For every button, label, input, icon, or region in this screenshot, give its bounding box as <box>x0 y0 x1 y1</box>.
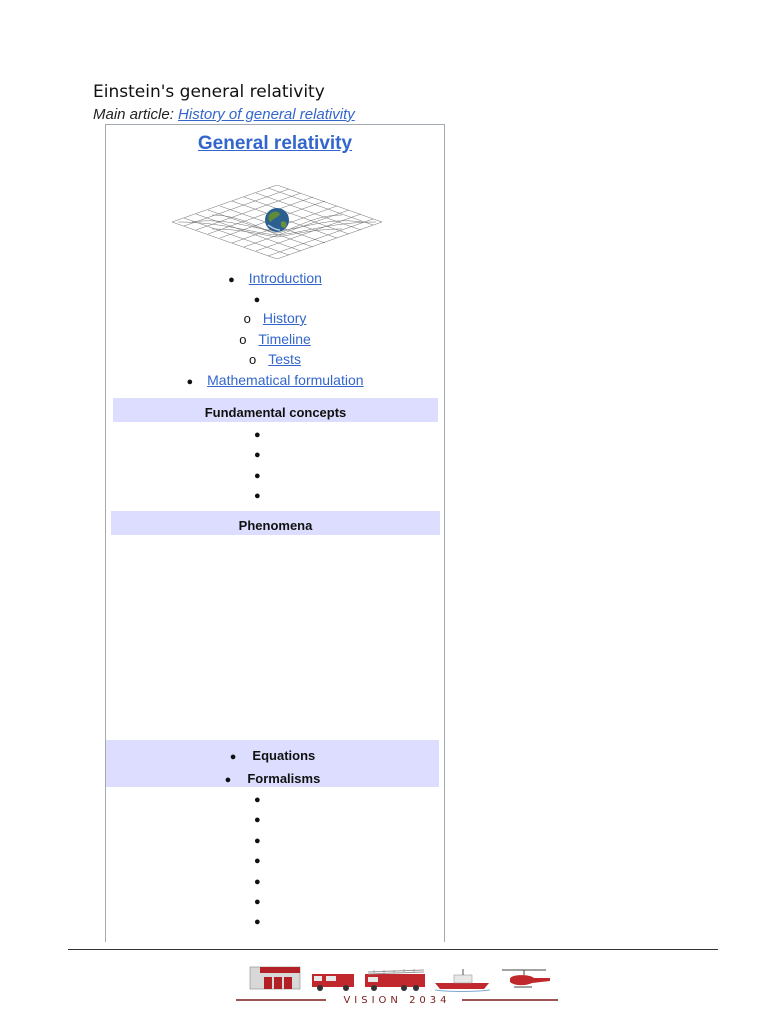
bullet-icon: ● <box>254 876 261 888</box>
bullet-icon: ● <box>253 294 261 306</box>
nav-item-history <box>106 309 444 328</box>
infobox-title-link[interactable]: General relativity <box>197 133 353 154</box>
bullet-icon: ● <box>186 376 194 388</box>
nav-item-timeline <box>106 330 444 349</box>
group-item-formalisms[interactable] <box>106 771 439 788</box>
logo-text: VISION 2034 <box>343 995 451 1006</box>
bullet-icon: ● <box>229 751 237 763</box>
nav-link-tests[interactable]: Tests <box>268 351 301 367</box>
circle-bullet-icon: o <box>249 352 257 367</box>
bullet-icon: ● <box>254 814 261 826</box>
hatnote <box>93 106 355 123</box>
nav-item-math <box>106 371 444 391</box>
bullet-icon: ● <box>254 449 261 461</box>
group-header-phenomena[interactable]: Phenomena <box>111 511 440 535</box>
bullet-icon: ● <box>254 794 261 806</box>
bullet-icon: ● <box>254 429 261 441</box>
nav-item-empty <box>106 289 444 309</box>
spacetime-curvature-earth-icon[interactable] <box>172 185 382 259</box>
bullet-icon: ● <box>254 835 261 847</box>
group-header-equations-formalisms <box>106 740 439 787</box>
infobox-general-relativity <box>105 124 445 942</box>
circle-bullet-icon: o <box>243 311 251 326</box>
group-label-formalisms: Formalisms <box>247 771 321 786</box>
hatnote-prefix: Main article: <box>93 106 179 123</box>
nav-link-introduction[interactable]: Introduction <box>248 270 322 286</box>
hatnote-link-history[interactable]: History of general relativity <box>178 106 355 123</box>
bullet-icon: ● <box>254 896 261 908</box>
bullet-icon: ● <box>228 274 235 286</box>
nav-link-timeline[interactable]: Timeline <box>258 331 311 347</box>
group-item-equations[interactable] <box>106 748 439 765</box>
vision-2034-logo <box>234 964 560 1008</box>
nav-link-history[interactable]: History <box>262 310 307 326</box>
bullet-icon: ● <box>254 916 261 928</box>
group-label-equations: Equations <box>252 748 316 763</box>
bullet-icon: ● <box>254 490 261 502</box>
nav-link-mathematical-formulation[interactable]: Mathematical formulation <box>207 372 364 388</box>
section-heading: Einstein's general relativity <box>93 82 325 102</box>
infobox-title <box>106 133 444 155</box>
bullet-icon: ● <box>224 774 232 786</box>
group-header-fundamental-concepts[interactable]: Fundamental concepts <box>113 398 438 422</box>
nav-item-introduction <box>106 269 444 289</box>
footer-divider <box>68 949 718 950</box>
bullet-icon: ● <box>254 855 261 867</box>
nav-item-tests <box>106 350 444 369</box>
bullet-icon: ● <box>254 470 261 482</box>
circle-bullet-icon: o <box>239 332 247 347</box>
